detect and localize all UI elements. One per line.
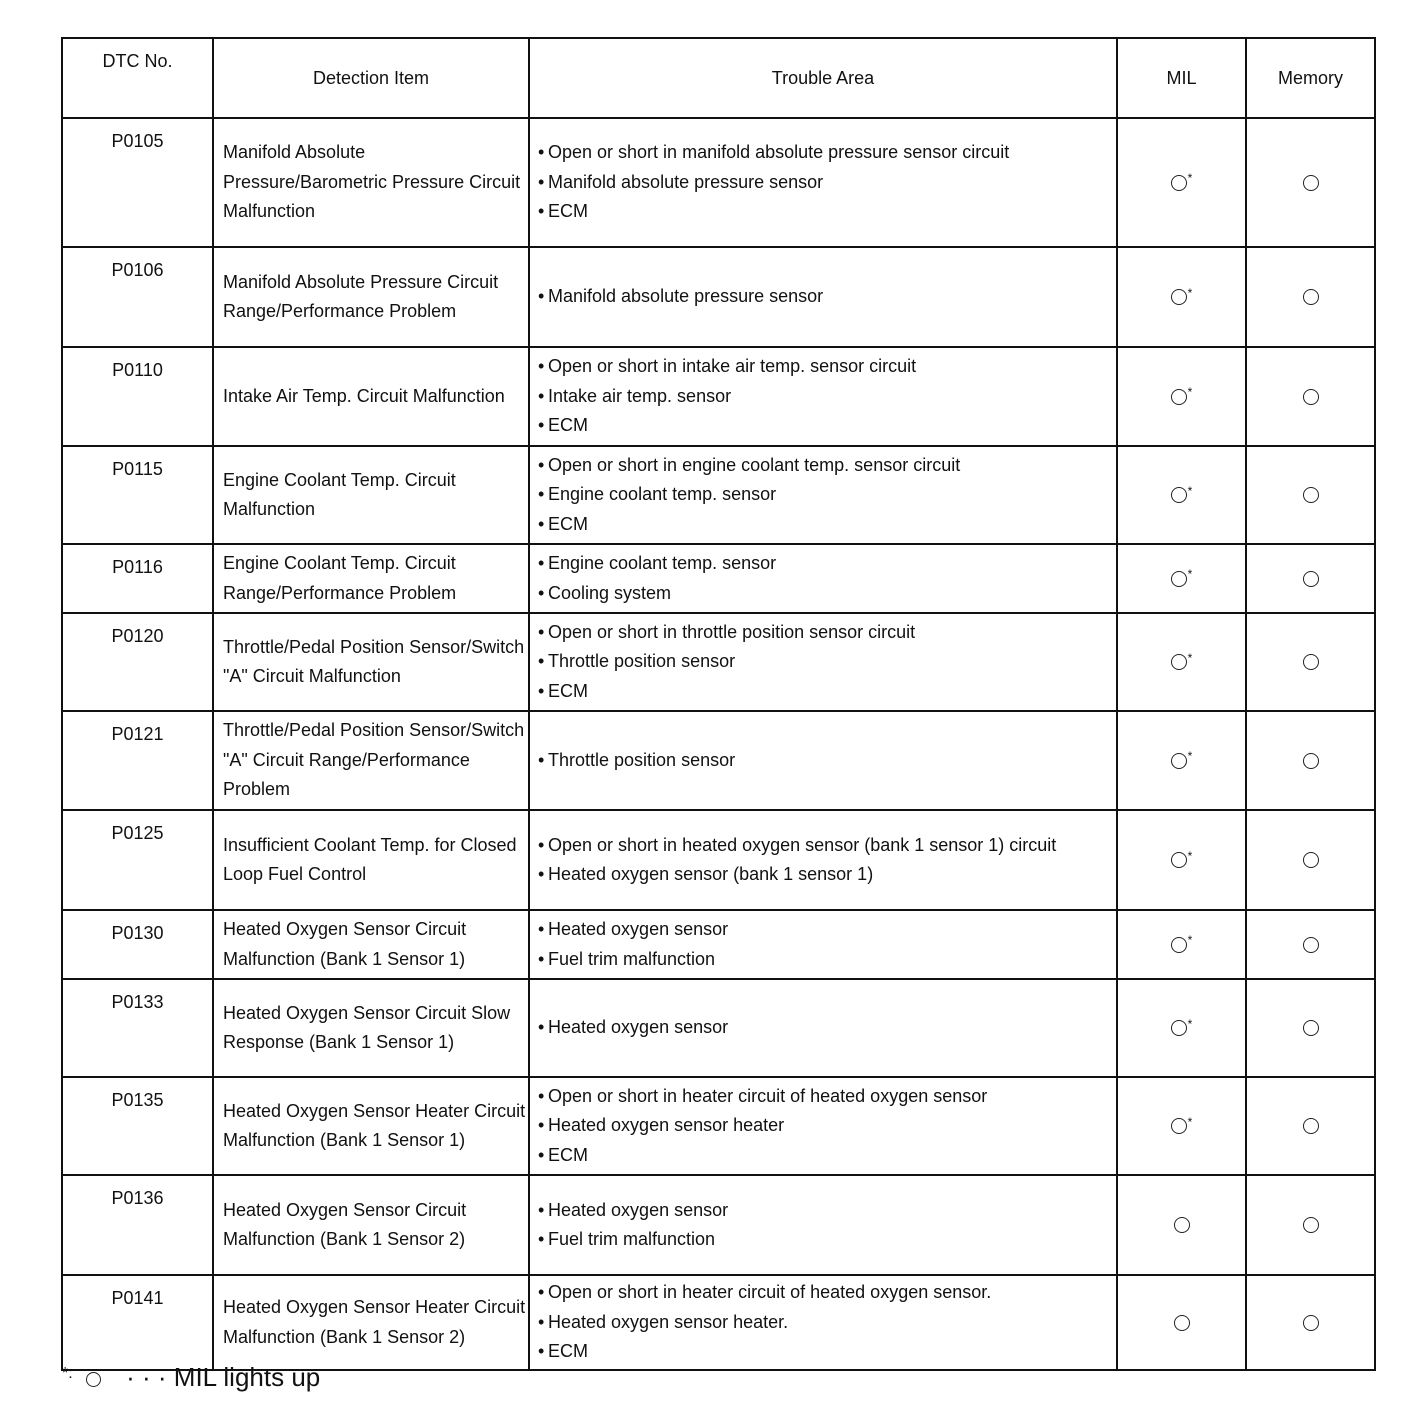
asterisk-mark: * xyxy=(1187,567,1193,581)
detection-item: Manifold Absolute Pressure Circuit Range/Performance Problem xyxy=(213,247,529,347)
header-memory: Memory xyxy=(1246,38,1375,118)
bullet-icon: • xyxy=(538,513,545,534)
trouble-area-item xyxy=(538,618,1116,648)
memory-indicator xyxy=(1246,247,1375,347)
memory-indicator xyxy=(1246,446,1375,544)
bullet-icon: • xyxy=(538,621,545,642)
memory-indicator xyxy=(1246,1077,1375,1175)
circle-icon xyxy=(86,1372,101,1387)
detection-item: Heated Oxygen Sensor Circuit Malfunction (Bank 1 Sensor 2) xyxy=(213,1175,529,1275)
memory-indicator xyxy=(1246,347,1375,446)
trouble-area-text: Throttle position sensor xyxy=(548,749,736,770)
dtc-code: P0120 xyxy=(62,613,213,711)
trouble-area-item xyxy=(538,549,1116,579)
memory-indicator xyxy=(1246,544,1375,613)
detection-item: Manifold Absolute Pressure/Barometric Pressure Circuit Malfunction xyxy=(213,118,529,247)
trouble-area-text: Cooling system xyxy=(548,582,672,603)
detection-item: Engine Coolant Temp. Circuit Range/Performance Problem xyxy=(213,544,529,613)
asterisk-mark: * xyxy=(1187,848,1193,863)
detection-item: Throttle/Pedal Position Sensor/Switch "A" Circuit Malfunction xyxy=(213,613,529,711)
circle-icon xyxy=(1303,852,1319,868)
trouble-area-item xyxy=(538,510,1116,540)
table-row xyxy=(62,810,1375,910)
trouble-area-text: Open or short in manifold absolute pressure sensor circuit xyxy=(548,142,1010,163)
bullet-icon: • xyxy=(538,948,545,969)
trouble-area xyxy=(529,979,1117,1077)
circle-icon xyxy=(1303,389,1319,405)
bullet-icon: • xyxy=(538,680,545,701)
trouble-area-item xyxy=(538,168,1116,198)
trouble-area-item xyxy=(538,382,1116,412)
trouble-area-item xyxy=(538,647,1116,677)
bullet-icon: • xyxy=(538,834,545,855)
bullet-icon: • xyxy=(538,356,545,377)
dtc-code: P0115 xyxy=(62,446,213,544)
bullet-icon: • xyxy=(538,1341,545,1362)
trouble-area-item xyxy=(538,1337,1116,1367)
trouble-area-text: Open or short in heater circuit of heated oxygen sensor xyxy=(548,1085,988,1106)
detection-item: Heated Oxygen Sensor Circuit Slow Response (Bank 1 Sensor 1) xyxy=(213,979,529,1077)
header-trouble-area: Trouble Area xyxy=(529,38,1117,118)
circle-icon xyxy=(1171,654,1187,670)
trouble-area xyxy=(529,347,1117,446)
footnote-dots: · · · xyxy=(126,1362,167,1392)
dtc-code: P0106 xyxy=(62,247,213,347)
dtc-code: P0135 xyxy=(62,1077,213,1175)
table-row xyxy=(62,1175,1375,1275)
circle-icon xyxy=(1171,175,1187,191)
circle-icon xyxy=(1303,487,1319,503)
trouble-area xyxy=(529,1175,1117,1275)
table-row xyxy=(62,711,1375,810)
detection-item: Throttle/Pedal Position Sensor/Switch "A" Circuit Range/Performance Problem xyxy=(213,711,529,810)
mil-indicator xyxy=(1117,118,1246,247)
asterisk-mark: * xyxy=(1187,749,1193,763)
trouble-area xyxy=(529,810,1117,910)
circle-icon xyxy=(1171,753,1187,769)
trouble-area-text: Heated oxygen sensor heater. xyxy=(548,1311,789,1332)
detection-item: Heated Oxygen Sensor Heater Circuit Malfunction (Bank 1 Sensor 1) xyxy=(213,1077,529,1175)
mil-indicator xyxy=(1117,446,1246,544)
detection-item: Insufficient Coolant Temp. for Closed Loop Fuel Control xyxy=(213,810,529,910)
trouble-area-item xyxy=(538,480,1116,510)
memory-indicator xyxy=(1246,118,1375,247)
circle-icon xyxy=(1171,289,1187,305)
trouble-area-item xyxy=(538,1278,1116,1308)
trouble-area-text: Heated oxygen sensor xyxy=(548,1199,729,1220)
mil-indicator xyxy=(1117,1077,1246,1175)
dtc-code: P0110 xyxy=(62,347,213,446)
table-row xyxy=(62,1077,1375,1175)
asterisk-mark: * xyxy=(1187,650,1193,665)
bullet-icon: • xyxy=(538,1017,545,1038)
trouble-area-item xyxy=(538,1013,1116,1043)
memory-indicator xyxy=(1246,1175,1375,1275)
trouble-area-text: Throttle position sensor xyxy=(548,651,736,672)
memory-indicator xyxy=(1246,613,1375,711)
trouble-area-text: Engine coolant temp. sensor xyxy=(548,553,777,573)
trouble-area-item xyxy=(538,138,1116,168)
bullet-icon: • xyxy=(538,1085,545,1106)
circle-icon xyxy=(1303,654,1319,670)
trouble-area-item xyxy=(538,1196,1116,1226)
trouble-area-text: Open or short in intake air temp. sensor circuit xyxy=(548,356,917,377)
trouble-area xyxy=(529,1275,1117,1370)
bullet-icon: • xyxy=(538,385,545,406)
memory-indicator xyxy=(1246,979,1375,1077)
bullet-icon: • xyxy=(538,864,545,884)
detection-item: Engine Coolant Temp. Circuit Malfunction xyxy=(213,446,529,544)
asterisk-mark: * xyxy=(1187,933,1193,947)
dtc-code: P0141 xyxy=(62,1275,213,1370)
dtc-code: P0133 xyxy=(62,979,213,1077)
circle-icon xyxy=(1171,1020,1187,1036)
table-row xyxy=(62,347,1375,446)
bullet-icon: • xyxy=(538,1311,545,1332)
circle-icon xyxy=(1303,1315,1319,1331)
bullet-icon: • xyxy=(538,651,545,672)
dtc-code: P0136 xyxy=(62,1175,213,1275)
trouble-area-text: Manifold absolute pressure sensor xyxy=(548,286,824,307)
trouble-area-text: ECM xyxy=(548,513,588,534)
memory-indicator xyxy=(1246,810,1375,910)
bullet-icon: • xyxy=(538,749,545,770)
trouble-area-item xyxy=(538,945,1116,975)
trouble-area xyxy=(529,118,1117,247)
memory-indicator xyxy=(1246,910,1375,979)
bullet-icon: • xyxy=(538,1282,545,1303)
dtc-code: P0121 xyxy=(62,711,213,810)
bullet-icon: • xyxy=(538,142,545,163)
bullet-icon: • xyxy=(538,1144,545,1165)
dtc-code: P0130 xyxy=(62,910,213,979)
bullet-icon: • xyxy=(538,1115,545,1136)
bullet-icon: • xyxy=(538,484,545,505)
trouble-area-item xyxy=(538,677,1116,707)
table-row xyxy=(62,544,1375,613)
trouble-area-text: Fuel trim malfunction xyxy=(548,948,716,969)
trouble-area-text: ECM xyxy=(548,1341,588,1362)
trouble-area-text: ECM xyxy=(548,1144,588,1165)
trouble-area xyxy=(529,247,1117,347)
asterisk-mark: * xyxy=(1187,1114,1193,1129)
trouble-area xyxy=(529,910,1117,979)
dtc-code: P0125 xyxy=(62,810,213,910)
trouble-area-item xyxy=(538,411,1116,441)
table-row xyxy=(62,613,1375,711)
mil-indicator xyxy=(1117,247,1246,347)
trouble-area-item xyxy=(538,197,1116,227)
dtc-code: P0105 xyxy=(62,118,213,247)
asterisk-mark: * xyxy=(1187,385,1193,399)
trouble-area-item xyxy=(538,860,1116,890)
trouble-area-item xyxy=(538,282,1116,312)
mil-indicator xyxy=(1117,613,1246,711)
bullet-icon: • xyxy=(538,582,545,603)
trouble-area-item xyxy=(538,579,1116,609)
asterisk-mark: * xyxy=(1187,285,1193,300)
trouble-area-text: ECM xyxy=(548,415,588,436)
trouble-area xyxy=(529,613,1117,711)
table-row xyxy=(62,979,1375,1077)
trouble-area-text: Open or short in heated oxygen sensor (bank 1 sensor 1) circuit xyxy=(548,834,1057,855)
header-mil: MIL xyxy=(1117,38,1246,118)
detection-item: Heated Oxygen Sensor Heater Circuit Malfunction (Bank 1 Sensor 2) xyxy=(213,1275,529,1370)
table-row xyxy=(62,446,1375,544)
circle-icon xyxy=(1303,571,1319,587)
trouble-area-item xyxy=(538,451,1116,481)
mil-indicator xyxy=(1117,1175,1246,1275)
detection-item: Intake Air Temp. Circuit Malfunction xyxy=(213,347,529,446)
memory-indicator xyxy=(1246,1275,1375,1370)
circle-icon xyxy=(1174,1217,1190,1233)
trouble-area-text: Heated oxygen sensor xyxy=(548,919,729,939)
trouble-area-text: Open or short in heater circuit of heated oxygen sensor. xyxy=(548,1282,992,1303)
trouble-area-item xyxy=(538,1082,1116,1112)
circle-icon xyxy=(1303,1217,1319,1233)
trouble-area-text: Heated oxygen sensor (bank 1 sensor 1) xyxy=(548,864,874,884)
trouble-area xyxy=(529,446,1117,544)
circle-icon xyxy=(1303,1118,1319,1134)
footnote xyxy=(62,1362,320,1393)
asterisk-mark: * xyxy=(1187,171,1193,185)
table-header-row xyxy=(62,38,1375,118)
asterisk-mark: * xyxy=(1187,483,1193,498)
circle-icon xyxy=(1303,175,1319,191)
footnote-prefix: *: xyxy=(62,1365,73,1382)
bullet-icon: • xyxy=(538,919,545,939)
asterisk-mark: * xyxy=(1187,1016,1193,1031)
bullet-icon: • xyxy=(538,286,545,307)
circle-icon xyxy=(1303,753,1319,769)
header-dtc-no: DTC No. xyxy=(62,38,213,118)
mil-indicator xyxy=(1117,711,1246,810)
trouble-area-item xyxy=(538,746,1116,776)
mil-indicator xyxy=(1117,979,1246,1077)
trouble-area-text: Heated oxygen sensor xyxy=(548,1017,729,1038)
trouble-area xyxy=(529,544,1117,613)
header-detection-item: Detection Item xyxy=(213,38,529,118)
bullet-icon: • xyxy=(538,415,545,436)
circle-icon xyxy=(1171,571,1187,587)
mil-indicator xyxy=(1117,347,1246,446)
trouble-area-text: Intake air temp. sensor xyxy=(548,385,732,406)
trouble-area-item xyxy=(538,352,1116,382)
trouble-area-text: Manifold absolute pressure sensor xyxy=(548,171,824,192)
mil-indicator xyxy=(1117,810,1246,910)
trouble-area-text: Open or short in throttle position sensor circuit xyxy=(548,621,916,642)
table-row xyxy=(62,1275,1375,1370)
bullet-icon: • xyxy=(538,1199,545,1220)
circle-icon xyxy=(1171,937,1187,953)
trouble-area-text: ECM xyxy=(548,680,588,701)
trouble-area-item xyxy=(538,915,1116,945)
dtc-table xyxy=(61,37,1376,1371)
bullet-icon: • xyxy=(538,454,545,475)
circle-icon xyxy=(1174,1315,1190,1331)
trouble-area-text: Heated oxygen sensor heater xyxy=(548,1115,785,1136)
bullet-icon: • xyxy=(538,201,545,222)
trouble-area xyxy=(529,711,1117,810)
bullet-icon: • xyxy=(538,171,545,192)
trouble-area-item xyxy=(538,1308,1116,1338)
trouble-area-text: Fuel trim malfunction xyxy=(548,1229,716,1249)
dtc-code: P0116 xyxy=(62,544,213,613)
mil-indicator xyxy=(1117,910,1246,979)
trouble-area-item xyxy=(538,1111,1116,1141)
circle-icon xyxy=(1171,1118,1187,1134)
table-row xyxy=(62,910,1375,979)
bullet-icon: • xyxy=(538,1229,545,1249)
circle-icon xyxy=(1303,1020,1319,1036)
trouble-area xyxy=(529,1077,1117,1175)
bullet-icon: • xyxy=(538,553,545,573)
circle-icon xyxy=(1171,487,1187,503)
mil-indicator xyxy=(1117,1275,1246,1370)
footnote-text: MIL lights up xyxy=(173,1362,321,1392)
trouble-area-item xyxy=(538,1141,1116,1171)
trouble-area-text: ECM xyxy=(548,201,588,222)
detection-item: Heated Oxygen Sensor Circuit Malfunction (Bank 1 Sensor 1) xyxy=(213,910,529,979)
circle-icon xyxy=(1171,852,1187,868)
trouble-area-item xyxy=(538,831,1116,861)
table-row xyxy=(62,118,1375,247)
trouble-area-text: Open or short in engine coolant temp. sensor circuit xyxy=(548,454,961,475)
memory-indicator xyxy=(1246,711,1375,810)
table-row xyxy=(62,247,1375,347)
mil-indicator xyxy=(1117,544,1246,613)
circle-icon xyxy=(1171,389,1187,405)
trouble-area-item xyxy=(538,1225,1116,1255)
circle-icon xyxy=(1303,289,1319,305)
table-body xyxy=(62,118,1375,1370)
circle-icon xyxy=(1303,937,1319,953)
trouble-area-text: Engine coolant temp. sensor xyxy=(548,484,777,505)
